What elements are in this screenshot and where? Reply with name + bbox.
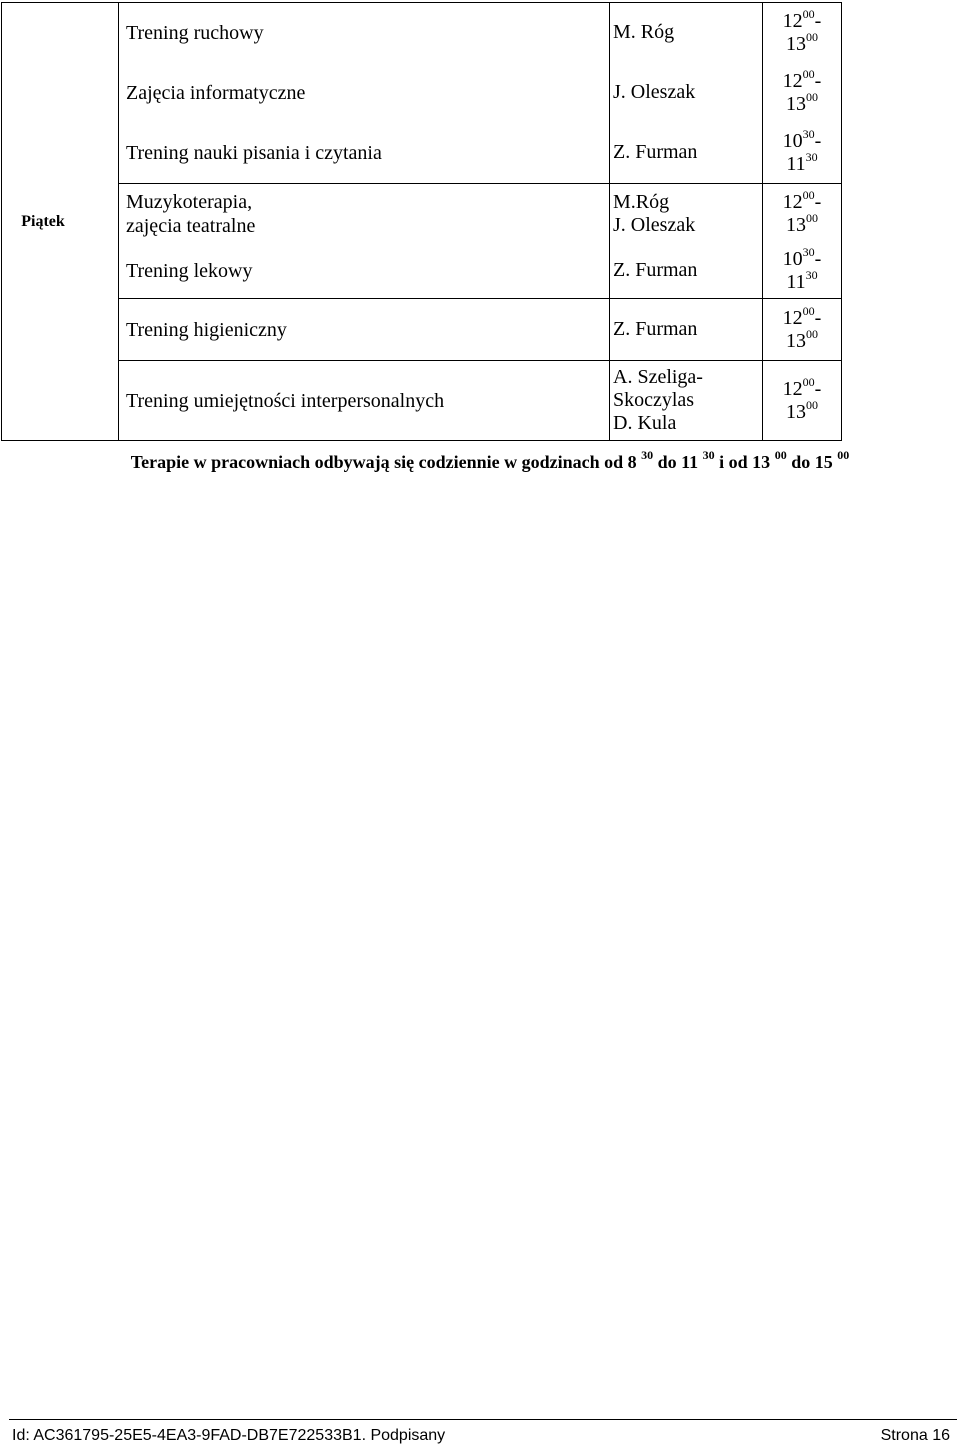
schedule-row [2,184,842,244]
activity-line: zajęcia teatralne [126,214,256,237]
time-cell [763,123,842,184]
document-id: Id: AC361795-25E5-4EA3-9FAD-DB7E722533B1. Podpisany [12,1427,446,1444]
staff-line: Z. Furman [613,318,698,340]
staff-line: A. Szeliga- [613,366,703,388]
schedule-row [2,361,842,441]
activity-line: Trening umiejętności interpersonalnych [126,389,445,412]
activity-cell [119,361,610,441]
staff-cell [610,299,763,361]
day-label: Piątek [21,212,65,230]
staff-cell [610,3,763,63]
activity-cell [119,63,610,123]
time-cell [763,63,842,123]
time-end: $13^{00}$ [786,29,818,55]
activity-line: Trening higieniczny [126,318,287,341]
schedule-row [2,244,842,299]
time-cell [763,361,842,441]
time-end: $11^{30}$ [786,267,818,293]
staff-line: Skoczylas [613,389,695,411]
time-cell [763,184,842,244]
staff-line: Z. Furman [613,141,698,164]
time-end: $13^{00}$ [786,210,818,236]
activity-line: Trening ruchowy [126,21,264,44]
staff-cell [610,244,763,299]
staff-line: M. Róg [613,21,675,44]
time-start: $12^{00}-$ [782,66,822,92]
schedule-row [2,3,842,63]
activity-line: Trening lekowy [126,259,253,282]
schedule-table [1,2,842,441]
staff-cell [610,361,763,441]
time-start: $10^{30}-$ [782,244,822,270]
schedule-row [2,123,842,184]
time-cell [763,299,842,361]
activity-cell [119,244,610,299]
schedule-row [2,299,842,361]
time-end: $13^{00}$ [786,89,818,115]
time-start: $12^{00}-$ [782,187,822,213]
time-end: $13^{00}$ [786,397,818,423]
staff-cell [610,63,763,123]
staff-line: J. Oleszak [613,81,696,103]
time-start: $12^{00}-$ [782,6,822,32]
staff-line: D. Kula [613,412,677,434]
therapy-hours-note: Terapie w pracowniach odbywają się codziennie w godzinach od 8 $^{30}$ do 11 $^{30}$ i od 13 $^{00}$ do 15 $^{00}$ [130,448,850,472]
staff-cell [610,184,763,244]
staff-line: J. Oleszak [613,213,696,236]
activity-cell [119,299,610,361]
activity-cell [119,123,610,184]
time-cell [763,3,842,63]
page-number: Strona 16 [880,1427,950,1444]
activity-cell [119,184,610,244]
day-cell [2,3,119,441]
staff-line: Z. Furman [613,259,698,282]
footer-divider [9,1419,957,1420]
staff-cell [610,123,763,184]
time-end: $11^{30}$ [786,149,818,175]
time-end: $13^{00}$ [786,326,818,352]
time-cell [763,244,842,299]
activity-line: Trening nauki pisania i czytania [126,141,382,164]
time-start: $12^{00}-$ [782,374,822,400]
activity-line: Zajęcia informatyczne [126,81,306,104]
schedule-row [2,63,842,123]
time-start: $10^{30}-$ [782,126,822,152]
time-start: $12^{00}-$ [782,303,822,329]
staff-line: M.Róg [613,190,670,213]
activity-cell [119,3,610,63]
activity-line: Muzykoterapia, [126,190,253,213]
